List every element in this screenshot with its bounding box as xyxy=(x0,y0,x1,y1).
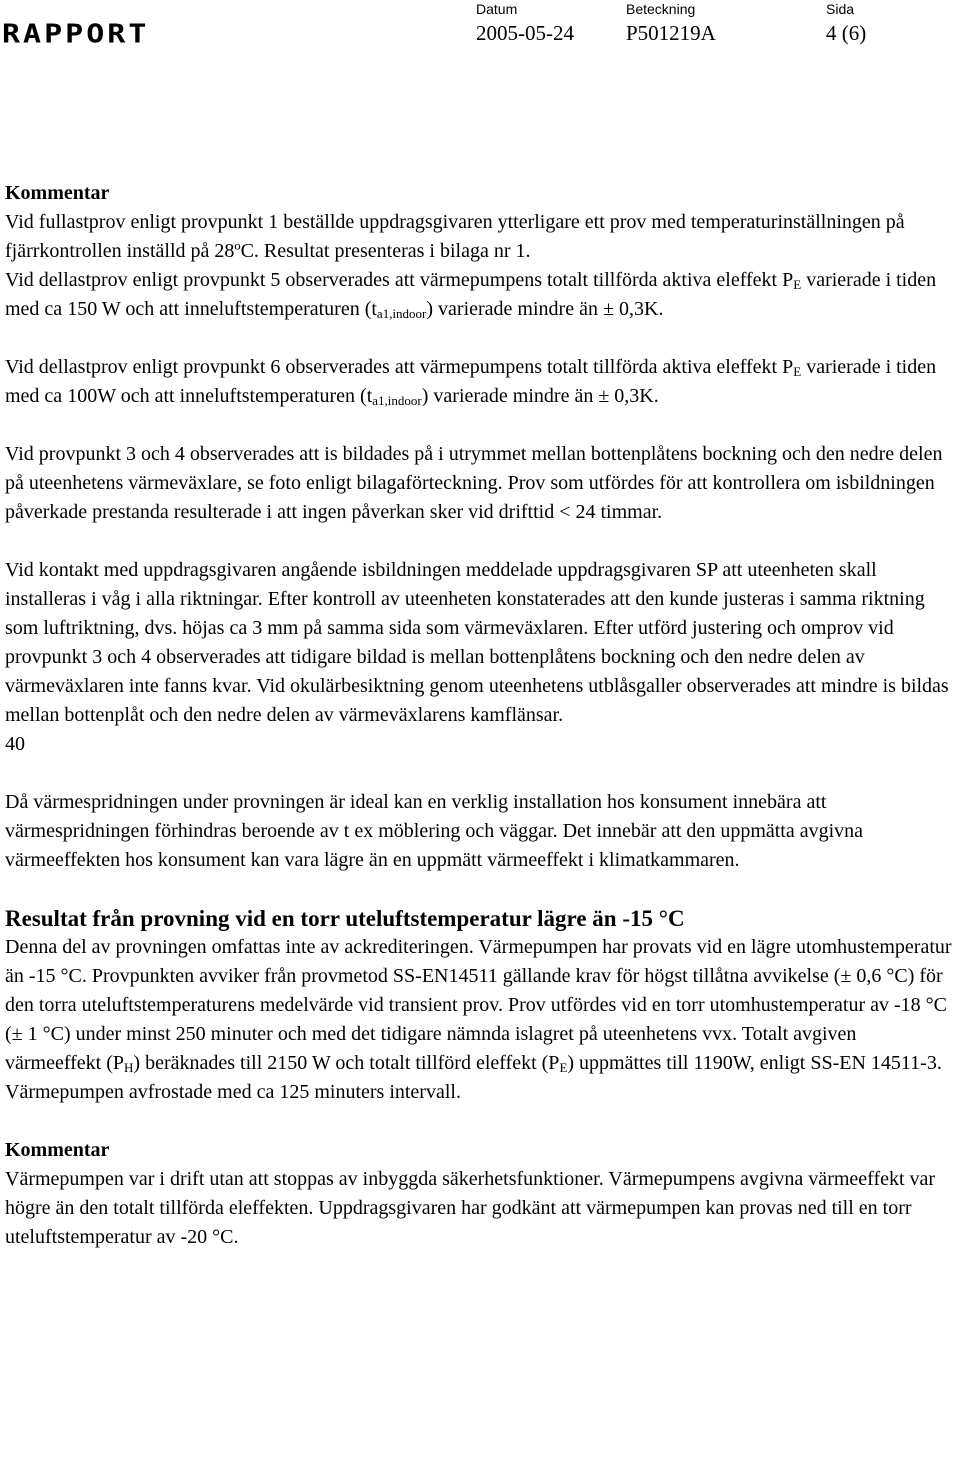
date-label: Datum xyxy=(476,1,518,17)
paragraph-heat-distribution: Då värmespridningen under provningen är ideal kan en verklig installation hos konsument innebära att värmespridningen förhindras beroende av t ex möblering och väggar. Det innebär att den uppmätta avgivna värmeeffekten hos konsument kan vara lägre än en uppmätt värmeeffekt i klimatkammaren. xyxy=(5,791,864,871)
designation-label: Beteckning xyxy=(626,1,696,17)
section-heading-low-temp: Resultat från provning vid en torr uteluftstemperatur lägre än -15 °C xyxy=(5,906,685,931)
date-value: 2005-05-24 xyxy=(476,21,574,45)
paragraph-low-temp-results: Denna del av provningen omfattas inte av ackrediteringen. Värmepumpen har provats vid en lägre utomhustemperatur än -15 °C. Provpunkten avviker från provmetod SS-EN14511 gällande krav för högst tillåtna avvikelse (± 0,6 °C) för den torra uteluftstemperaturens medelvärde vid transient prov. Prov utfördes vid en torr utomhustemperatur av -18 °C (± 1 °C) under minst 250 minuter och med det tidigare nämnda islagret på uteenhetens vvx. Totalt avgiven värmeeffekt $(P_H)$ beräknades till 2150 W och totalt tillförd eleffekt $(P_E)$ uppmättes till 1190W, enligt SS-EN 14511-3. Värmepumpen avfrostade med ca 125 minuters intervall. xyxy=(5,936,952,1103)
page-label: Sida xyxy=(826,1,855,17)
page-number: 4 (6) xyxy=(826,21,867,45)
paragraph-number: 40 xyxy=(5,733,25,755)
paragraph-partial-load-6: Vid dellastprov enligt provpunkt 6 observerades att värmepumpens totalt tillförda aktiva eleffekt $P_E$ varierade i tiden med ca 100W och att inneluftstemperaturen $(t_{a1,indoor})$ varierade mindre än ± 0,3K. xyxy=(5,356,937,408)
paragraph-client-contact: Vid kontakt med uppdragsgivaren angående isbildningen meddelade uppdragsgivaren SP att uteenheten skall installeras i våg i alla riktningar. Efter kontroll av uteenheten konstaterades att den kunde justeras i samma riktning som luftriktning, dvs. höjas ca 3 mm på samma sida som värmeväxlaren. Efter utförd justering och omprov vid provpunkt 3 och 4 observerades att tidigare bildad is mellan bottenplåtens bockning och den nedre delen av värmeväxlaren inte fanns kvar. Vid okulärbesiktning genom uteenhetens utblåsgaller observerades att mindre is bildas mellan bottenplåt och den nedre delen av värmeväxlarens kamflänsar. xyxy=(5,559,949,726)
designation-value: P501219A xyxy=(626,21,716,45)
paragraph-ice-formation: Vid provpunkt 3 och 4 observerades att is bildades på i utrymmet mellan bottenplåtens bockning och den nedre delen på uteenhetens värmeväxlare, se foto enligt bilagaförteckning. Prov som utfördes för att kontrollera om isbildningen påverkade prestanda resulterade i att ingen påverkan sker vid drifttid < 24 timmar. xyxy=(5,443,943,523)
paragraph-low-temp-comment: Värmepumpen var i drift utan att stoppas av inbyggda säkerhetsfunktioner. Värmepumpens avgivna värmeeffekt var högre än den totalt tillförda eleffekten. Uppdragsgivaren har godkänt att värmepumpen kan provas ned till en torr uteluftstemperatur av -20 °C. xyxy=(5,1168,936,1248)
paragraph-full-load: Vid fullastprov enligt provpunkt 1 beställde uppdragsgivaren ytterligare ett prov med temperaturinställningen på fjärrkontrollen inställd på 28ºC. Resultat presenteras i bilaga nr 1. xyxy=(5,211,905,262)
paragraph-partial-load-5: Vid dellastprov enligt provpunkt 5 observerades att värmepumpens totalt tillförda aktiva eleffekt $P_E$ varierade i tiden med ca 150 W och att inneluftstemperaturen $(t_{a1,indoor})$ varierade mindre än ± 0,3K. xyxy=(5,269,937,321)
comment-heading-2: Kommentar xyxy=(5,1139,110,1161)
comment-heading-1: Kommentar xyxy=(5,182,110,204)
report-logo: RAPPORT xyxy=(2,19,150,50)
document-body xyxy=(5,179,957,1252)
